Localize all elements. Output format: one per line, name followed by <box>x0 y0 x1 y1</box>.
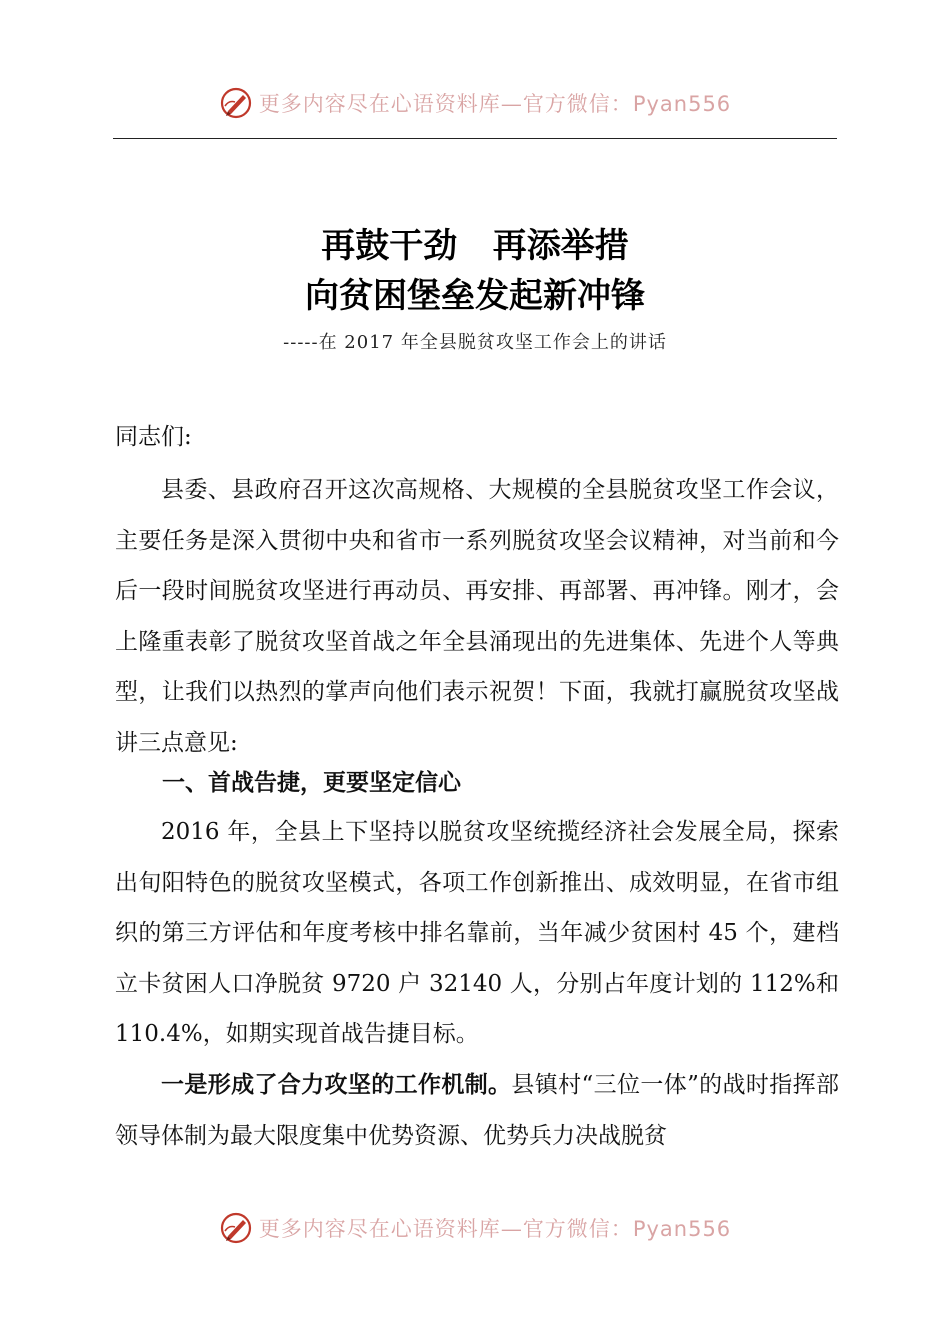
banner-main-text: 更多内容尽在心语资料库 <box>258 92 501 116</box>
banner-wechat-id: Pyan556 <box>632 92 732 116</box>
section-heading-1: 一、首战告捷，更要坚定信心 <box>162 770 461 796</box>
paragraph-3 <box>115 1060 839 1161</box>
document-title-line2: 向贫困堡垒发起新冲锋 <box>305 276 645 316</box>
header-divider <box>113 138 837 139</box>
banner-wechat-label: 官方微信： <box>522 92 633 116</box>
footer-banner-dash: — <box>500 1217 523 1241</box>
header-banner <box>0 83 950 123</box>
paragraph-2: 2016 年，全县上下坚持以脱贫攻坚统揽经济社会发展全局，探索出旬阳特色的脱贫攻坚模式，各项工作创新推出、成效明显，在省市组织的第三方评估和年度考核中排名靠前，当年减少贫困村 45 个，建档立卡贫困人口净脱贫 9720 户 32140 人，分别占年度计划的 112%和 110.4%，如期实现首战告捷目标。 <box>115 819 839 1047</box>
paragraph-1: 县委、县政府召开这次高规格、大规模的全县脱贫攻坚工作会议，主要任务是深入贯彻中央和省市一系列脱贫攻坚会议精神，对当前和今后一段时间脱贫攻坚进行再动员、再安排、再部署、再冲锋。刚才，会上隆重表彰了脱贫攻坚首战之年全县涌现出的先进集体、先进个人等典型，让我们以热烈的掌声向他们表示祝贺！下面，我就打赢脱贫攻坚战讲三点意见: <box>115 477 839 756</box>
document-title-line1: 再鼓干劲 再添举措 <box>321 226 629 266</box>
pen-logo-icon <box>219 1211 253 1245</box>
document-subtitle: -----在 2017 年全县脱贫攻坚工作会上的讲话 <box>283 332 667 353</box>
pen-logo-icon <box>219 86 253 120</box>
footer-banner <box>0 1208 950 1248</box>
salutation: 同志们: <box>115 424 192 450</box>
paragraph-3-lead: 一是形成了合力攻坚的工作机制。 <box>161 1072 512 1098</box>
footer-banner-main-text: 更多内容尽在心语资料库 <box>258 1217 501 1241</box>
banner-text <box>259 88 731 118</box>
footer-banner-text <box>259 1213 731 1243</box>
banner-dash: — <box>500 92 523 116</box>
paragraph-3-text: 县镇村“三位一体”的战时指挥部领导体制为最大限度集中优势资源、优势兵力决战脱贫 <box>115 1072 839 1149</box>
footer-banner-wechat-id: Pyan556 <box>632 1217 732 1241</box>
footer-banner-wechat-label: 官方微信： <box>522 1217 633 1241</box>
